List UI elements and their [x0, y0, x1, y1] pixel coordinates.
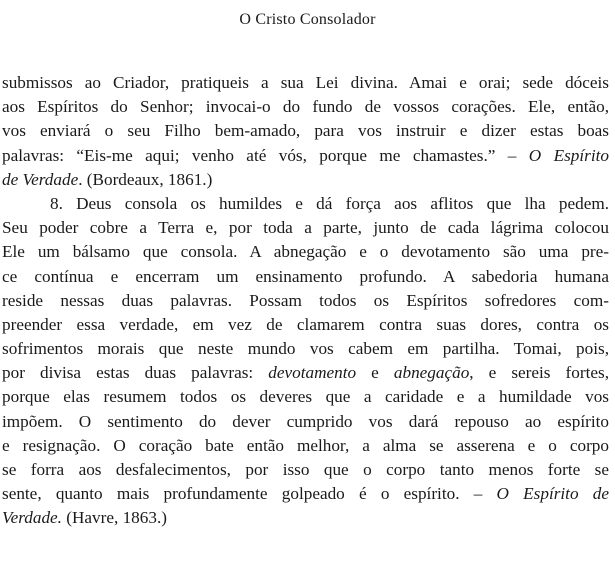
paragraph-first-line: [2, 192, 609, 216]
text-run: palavras: “Eis-me aqui; venho até vós, porque me chamastes.” –: [2, 145, 529, 165]
text-line: [2, 119, 609, 143]
text-line: [2, 168, 609, 192]
text-run: e resignação. O coração bate então melhor, a alma se asserena e o corpo: [2, 435, 609, 455]
text-line: [2, 482, 609, 506]
text-run: Seu poder cobre a Terra e, por toda a parte, junto de cada lágrima colocou: [2, 218, 609, 238]
text-run: . (Bordeaux, 1861.): [78, 169, 213, 189]
text-run: reside nessas duas palavras. Possam todos os Espíritos sofredores com-: [2, 290, 609, 310]
body-text: [0, 71, 615, 531]
text-run: se forra aos desfalecimentos, por isso que o corpo tanto menos forte se: [2, 460, 609, 479]
text-line: [2, 506, 609, 530]
text-run: , e sereis fortes,: [469, 363, 609, 383]
italic-run: de Verdade: [2, 169, 79, 189]
running-header: O Cristo Consolador: [239, 11, 376, 28]
text-run: impõem. O sentimento do dever cumprido vos dará repouso ao espírito: [2, 411, 609, 431]
text-line: [2, 240, 609, 264]
text-run: 8. Deus consola os humildes e dá força aos aflitos que lha pedem.: [50, 193, 609, 213]
text-run: por divisa estas duas palavras:: [2, 363, 269, 383]
text-line: [2, 95, 609, 119]
text-run: preender essa verdade, em vez de clamarem contra suas dores, contra os: [2, 314, 609, 334]
text-run: vos enviará o seu Filho bem-amado, para vos instruir e dizer estas boas: [2, 121, 609, 141]
italic-run: Verdade.: [2, 508, 62, 528]
italic-run: O Espírito de: [496, 484, 609, 504]
text-run: ce contínua e encerram um ensinamento profundo. A sabedoria humana: [2, 266, 609, 286]
text-run: e: [356, 363, 394, 383]
text-run: aos Espíritos do Senhor; invocai-o do fundo de vossos corações. Ele, então,: [2, 97, 609, 117]
text-line: [2, 410, 609, 434]
text-run: submissos ao Criador, pratiqueis a sua Lei divina. Amai e orai; sede dóceis: [2, 73, 609, 92]
text-line: [2, 71, 609, 95]
text-line: [2, 434, 609, 458]
text-run: sofrimentos morais que neste mundo vos cabem em partilha. Tomai, pois,: [2, 339, 609, 359]
text-run: (Havre, 1863.): [61, 508, 167, 528]
text-line: [2, 458, 609, 482]
text-run: sente, quanto mais profundamente golpeado é o espírito. –: [2, 484, 497, 504]
italic-run: abnegação: [393, 363, 470, 383]
text-line: [2, 265, 609, 289]
italic-run: O Espírito: [528, 145, 609, 165]
italic-run: devotamento: [268, 363, 357, 383]
text-line: [2, 361, 609, 385]
text-run: Ele um bálsamo que consola. A abnegação e o devotamento são uma pre-: [2, 242, 609, 262]
text-run: porque elas resumem todos os deveres que a caridade e a humildade vos: [2, 387, 609, 407]
text-line: [2, 216, 609, 240]
text-line: [2, 289, 609, 313]
text-line: [2, 337, 609, 361]
text-line: [2, 144, 609, 168]
text-line: [2, 313, 609, 337]
text-line: [2, 385, 609, 409]
